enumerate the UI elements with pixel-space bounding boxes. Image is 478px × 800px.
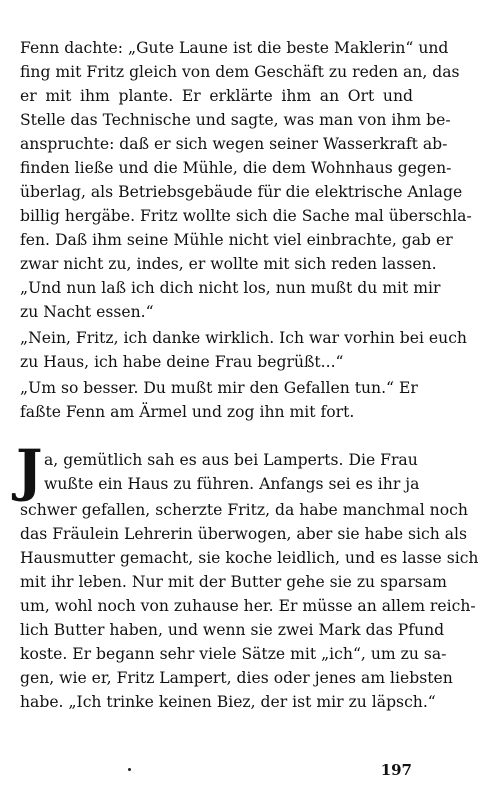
text-line: er mit ihm plante. Er erklärte ihm an Ort und <box>20 87 413 105</box>
text-line: zu Nacht essen.“ <box>20 303 154 321</box>
text-line: koste. Er begann sehr viele Sätze mit „ich“, um zu sa- <box>20 645 447 663</box>
text-line: mit ihr leben. Nur mit der Butter gehe sie zu sparsam <box>20 573 447 591</box>
text-line: anspruchte: daß er sich wegen seiner Wasserkraft ab- <box>20 135 448 153</box>
page-number: 197 <box>380 761 412 779</box>
text-line: „Um so besser. Du mußt mir den Gefallen tun.“ Er <box>20 379 418 397</box>
text-line: gen, wie er, Fritz Lampert, dies oder jenes am liebsten <box>20 669 453 687</box>
print-speck <box>128 768 131 771</box>
text-line: billig hergäbe. Fritz wollte sich die Sache mal überschla- <box>20 207 472 225</box>
text-line: um, wohl noch von zuhause her. Er müsse an allem reich- <box>20 597 476 615</box>
text-line: lich Butter haben, und wenn sie zwei Mark das Pfund <box>20 621 445 639</box>
text-line: zwar nicht zu, indes, er wollte mit sich reden lassen. <box>20 255 437 273</box>
text-line: finden ließe und die Mühle, die dem Wohnhaus gegen- <box>20 159 452 177</box>
text-line: faßte Fenn am Ärmel und zog ihn mit fort. <box>20 403 355 421</box>
text-line: „Nein, Fritz, ich danke wirklich. Ich war vorhin bei euch <box>20 329 467 347</box>
text-line: Stelle das Technische und sagte, was man von ihm be- <box>20 111 451 129</box>
text-line: das Fräulein Lehrerin überwogen, aber sie habe sich als <box>20 525 468 543</box>
text-line: überlag, als Betriebsgebäude für die elektrische Anlage <box>20 183 463 201</box>
text-line: wußte ein Haus zu führen. Anfangs sei es ihr ja <box>44 475 420 493</box>
text-line: fen. Daß ihm seine Mühle nicht viel einbrachte, gab er <box>20 231 453 249</box>
text-line: schwer gefallen, scherzte Fritz, da habe manchmal noch <box>20 501 468 519</box>
text-line: a, gemütlich sah es aus bei Lamperts. Die Frau <box>44 451 418 469</box>
drop-cap-initial: J <box>16 438 43 504</box>
text-line: Fenn dachte: „Gute Laune ist die beste Maklerin“ und <box>20 39 449 57</box>
text-line: fing mit Fritz gleich von dem Geschäft zu reden an, das <box>20 63 460 81</box>
text-line: Hausmutter gemacht, sie koche leidlich, und es lasse sich <box>20 549 478 567</box>
text-line: habe. „Ich trinke keinen Biez, der ist mir zu läpsch.“ <box>20 693 436 711</box>
text-line: „Und nun laß ich dich nicht los, nun mußt du mit mir <box>20 279 441 297</box>
text-line: zu Haus, ich habe deine Frau begrüßt...“ <box>20 353 344 371</box>
